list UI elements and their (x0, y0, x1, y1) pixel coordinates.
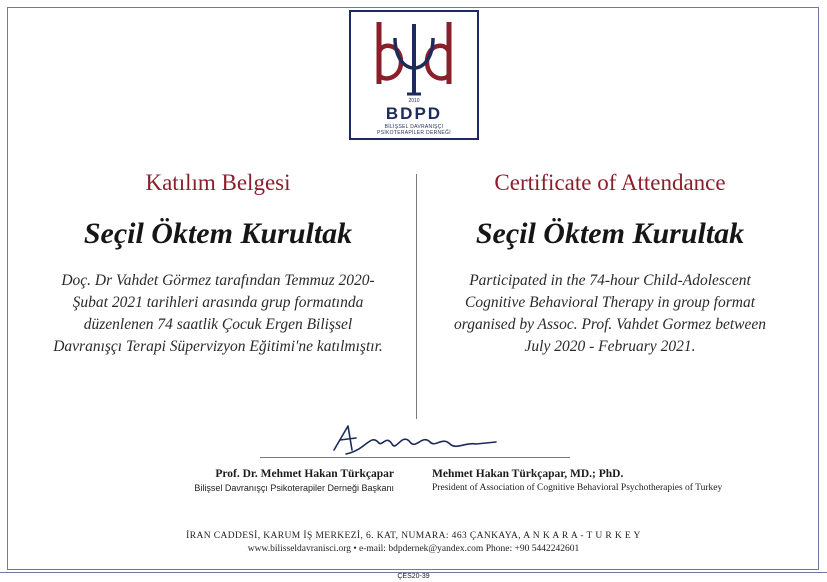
signatory-title-turkish: Bilişsel Davranışçı Psikoterapiler Derneği Başkanı (194, 483, 394, 493)
english-column (430, 168, 790, 358)
column-divider (416, 174, 417, 419)
english-body-text: Participated in the 74-hour Child-Adolescent Cognitive Behavioral Therapy in group format organised by Assoc. Prof. Vahdet Gormez between July 2020 - February 2021. (454, 272, 766, 355)
signature-line (260, 457, 570, 458)
footer (0, 530, 827, 556)
english-heading: Certificate of Attendance (494, 170, 726, 195)
turkish-heading: Katılım Belgesi (145, 170, 291, 195)
logo-year: 2010 (408, 98, 420, 104)
certificate-code: ÇES20-39 (397, 573, 430, 580)
turkish-column (38, 168, 398, 358)
signatory-title-english: President of Association of Cognitive Behavioral Psychotherapies of Turkey (432, 483, 723, 493)
turkish-body-text: Doç. Dr Vahdet Görmez tarafından Temmuz 2020-Şubat 2021 tarihleri arasında grup formatında düzenlenen 74 saatlik Çocuk Ergen Bilişsel Davranışçı Terapi Süpervizyon Eğitimi'ne katılmıştır. (53, 272, 383, 355)
logo-subtitle-line2: PSİKOTERAPİLER DERNEĞİ (377, 130, 451, 136)
signatory-name-turkish: Prof. Dr. Mehmet Hakan Türkçapar (215, 468, 394, 480)
turkish-recipient-name: Seçil Öktem Kurultak (83, 217, 353, 250)
english-recipient-name: Seçil Öktem Kurultak (475, 217, 745, 250)
signatory-turkish (40, 466, 394, 493)
footer-contact: www.bilisseldavranisci.org • e-mail: bdpdernek@yandex.com Phone: +90 5442242601 (247, 544, 580, 554)
footer-address: İRAN CADDESİ, KARUM İŞ MERKEZİ, 6. KAT, NUMARA: 463 ÇANKAYA, A N K A R A - T U R K E Y (186, 531, 641, 541)
logo-brand: BDPD (385, 104, 443, 123)
signatory-name-english: Mehmet Hakan Türkçapar, MD.; PhD. (432, 468, 624, 480)
logo-subtitle-line1: BİLİŞSEL DAVRANIŞÇI (384, 124, 444, 130)
signatory-english (432, 466, 812, 493)
handwritten-signature (326, 420, 506, 460)
association-logo (349, 10, 479, 140)
